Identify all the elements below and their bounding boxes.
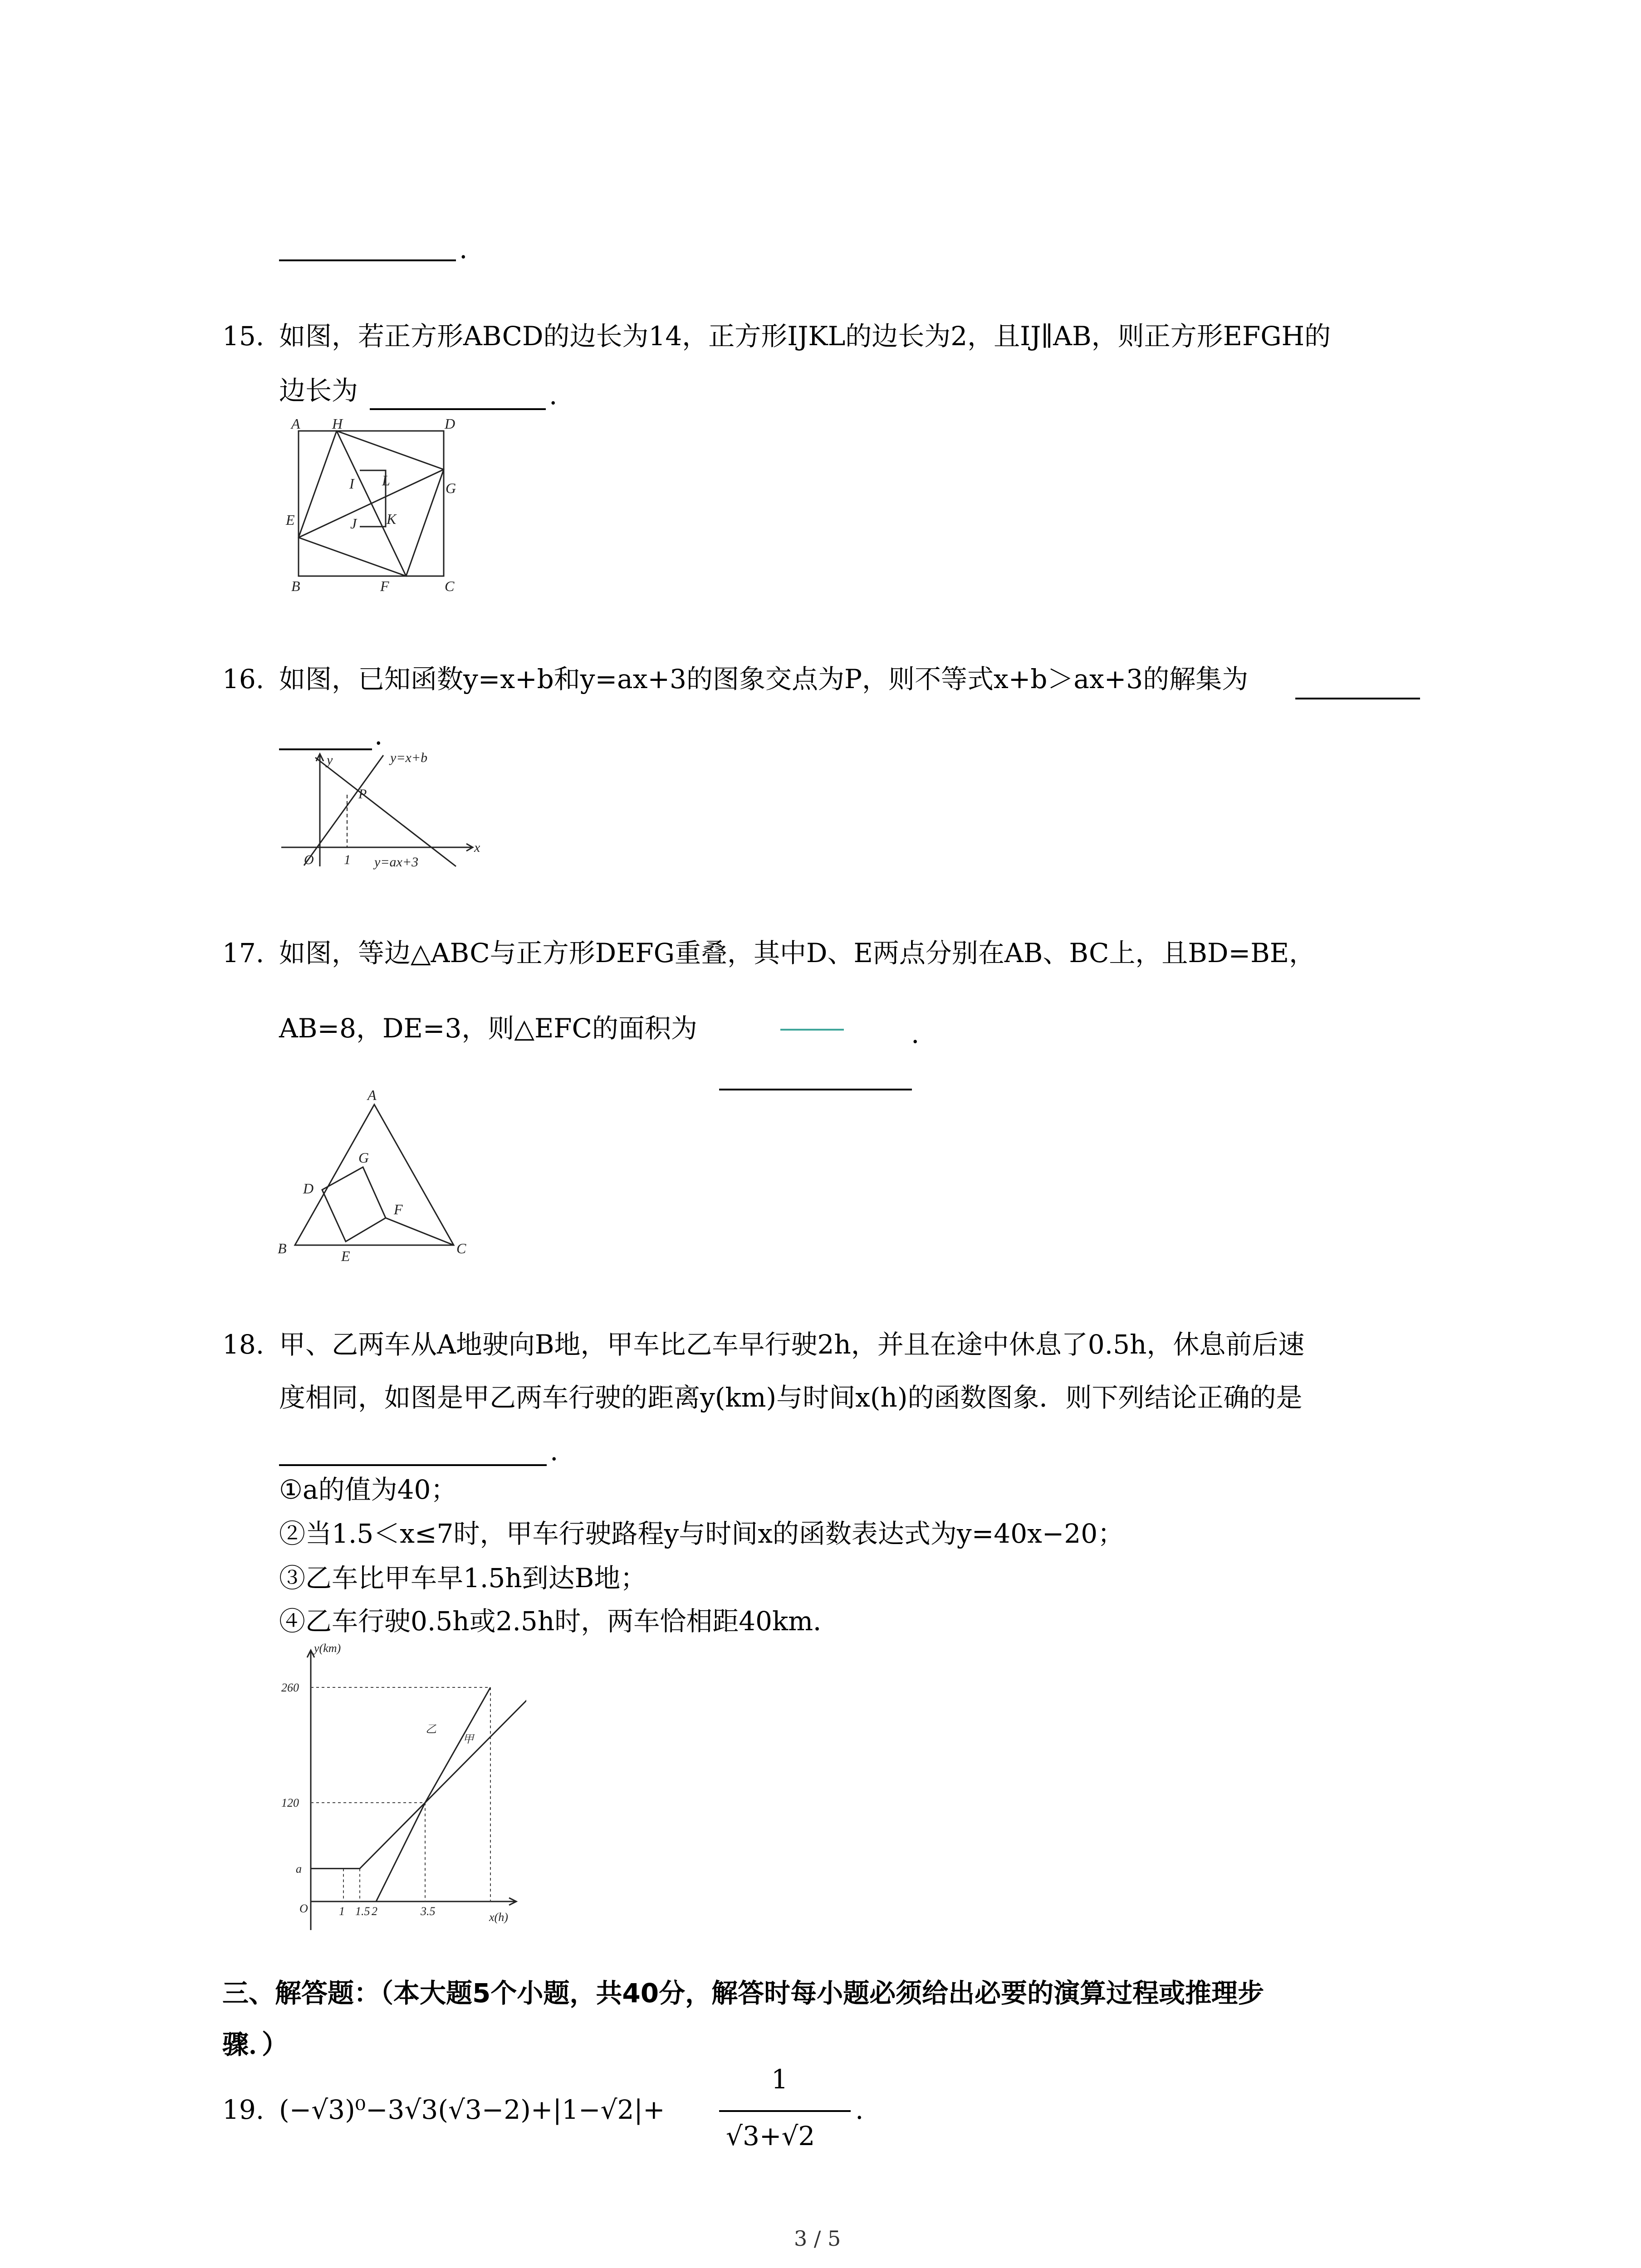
- q19-fraction-numerator: 1: [771, 2064, 788, 2095]
- answer-blank-q14[interactable]: [279, 259, 456, 261]
- label-P: P: [358, 787, 367, 802]
- q15-number: 15.: [222, 321, 265, 352]
- axis-label-x: x(h): [489, 1911, 508, 1924]
- label-G: G: [358, 1149, 369, 1166]
- label-E: E: [286, 512, 295, 528]
- label-F: F: [394, 1201, 403, 1217]
- label-C: C: [445, 578, 455, 594]
- label-H: H: [332, 415, 343, 432]
- section3-heading-line2: 骤．）: [222, 2029, 289, 2060]
- page-number: 3 / 5: [794, 2226, 841, 2251]
- series-label-jia: 甲: [463, 1734, 474, 1745]
- label-D: D: [303, 1180, 314, 1197]
- x-tick-label: 2: [372, 1905, 377, 1918]
- label-B: B: [278, 1240, 287, 1256]
- q18-option-1: ①a的值为40；: [279, 1474, 457, 1505]
- q16-figure-lines: [277, 744, 490, 880]
- q18-dot: .: [550, 1436, 558, 1466]
- q18-distance-time-chart: [272, 1642, 526, 1937]
- axis-label-y: y(km): [314, 1642, 341, 1655]
- q15-figure-squares: [281, 415, 472, 596]
- label-E: E: [341, 1248, 350, 1264]
- square-defg: [322, 1167, 386, 1242]
- q19-number: 19.: [222, 2094, 265, 2125]
- x-tick-label: 1: [339, 1905, 345, 1918]
- answer-blank-q18[interactable]: [279, 1464, 547, 1466]
- label-G: G: [446, 480, 456, 496]
- q19-fraction-bar: [719, 2110, 851, 2112]
- y-tick-label: a: [296, 1862, 302, 1876]
- tick-1: 1: [344, 852, 351, 867]
- q15-text-line1: 如图，若正方形ABCD的边长为14，正方形IJKL的边长为2，且IJ∥AB，则正方形EFGH的: [279, 321, 1331, 352]
- q18-text-line2: 度相同，如图是甲乙两车行驶的距离y(km)与时间x(h)的函数图象．则下列结论正确的是: [279, 1382, 1303, 1413]
- q19-end-dot: .: [855, 2094, 864, 2125]
- axis-label-y: y: [327, 753, 333, 767]
- q17-text-line2: AB=8，DE=3，则△EFC的面积为: [279, 1013, 697, 1044]
- label-C: C: [456, 1240, 466, 1256]
- q18-text-line1: 甲、乙两车从A地驶向B地，甲车比乙车早行驶2h，并且在途中休息了0.5h，休息前后速: [279, 1329, 1305, 1360]
- section3-heading-line1: 三、解答题：（本大题5个小题，共40分，解答时每小题必须给出必要的演算过程或推理步: [222, 1978, 1264, 2009]
- line-label-1: y=x+b: [390, 750, 428, 765]
- q16-text-line1: 如图，已知函数y=x+b和y=ax+3的图象交点为P，则不等式x+b＞ax+3的解集为: [279, 664, 1249, 694]
- label-B: B: [291, 578, 300, 594]
- label-D: D: [445, 415, 456, 432]
- q15-dot: .: [549, 380, 558, 411]
- x-tick-label: 1.5: [355, 1905, 370, 1918]
- answer-blank-q17[interactable]: [719, 1089, 912, 1090]
- teal-mark: [780, 1029, 844, 1031]
- q17-dot: .: [911, 1018, 920, 1049]
- q18-number: 18.: [222, 1329, 265, 1360]
- line-y-eq-ax-plus-3: [315, 758, 456, 866]
- blank-dot: .: [459, 234, 468, 264]
- q16-number: 16.: [222, 664, 265, 694]
- line-label-2: y=ax+3: [374, 855, 419, 870]
- label-O: O: [304, 852, 314, 867]
- answer-blank-q15[interactable]: [370, 408, 546, 410]
- label-K: K: [387, 511, 397, 527]
- label-I: I: [349, 475, 354, 492]
- q17-text-line1: 如图，等边△ABC与正方形DEFG重叠，其中D、E两点分别在AB、BC上，且BD=BE，: [279, 938, 1316, 968]
- q17-number: 17.: [222, 938, 265, 968]
- label-J: J: [350, 515, 357, 532]
- line-y-eq-x-plus-b: [304, 755, 383, 865]
- series-line-0: [311, 1687, 526, 1868]
- series-label-yi: 乙: [426, 1724, 436, 1735]
- label-A: A: [291, 415, 300, 432]
- label-F: F: [380, 578, 389, 594]
- q18-option-4: ④乙车行驶0.5h或2.5h时，两车恰相距40km．: [279, 1606, 840, 1637]
- y-tick-label: 120: [281, 1796, 299, 1810]
- label-A: A: [367, 1087, 377, 1103]
- label-L: L: [382, 472, 390, 489]
- q18-option-3: ③乙车比甲车早1.5h到达B地；: [279, 1563, 647, 1593]
- x-tick-label: 3.5: [421, 1905, 436, 1918]
- q19-expression: (−√3)⁰−3√3(√3−2)+|1−√2|+: [279, 2094, 665, 2125]
- answer-blank-q16a[interactable]: [1295, 698, 1420, 699]
- q19-fraction-denominator: √3+√2: [726, 2121, 815, 2151]
- y-tick-label: 260: [281, 1681, 299, 1694]
- q15-text-line2: 边长为: [279, 375, 358, 406]
- q17-figure-triangle: [272, 1086, 481, 1268]
- q16-dot: .: [374, 720, 383, 751]
- axis-label-x: x: [474, 840, 480, 855]
- q18-option-2: ②当1.5＜x≤7时，甲车行驶路程y与时间x的函数表达式为y=40x−20；: [279, 1518, 1124, 1549]
- origin-label: O: [299, 1902, 308, 1915]
